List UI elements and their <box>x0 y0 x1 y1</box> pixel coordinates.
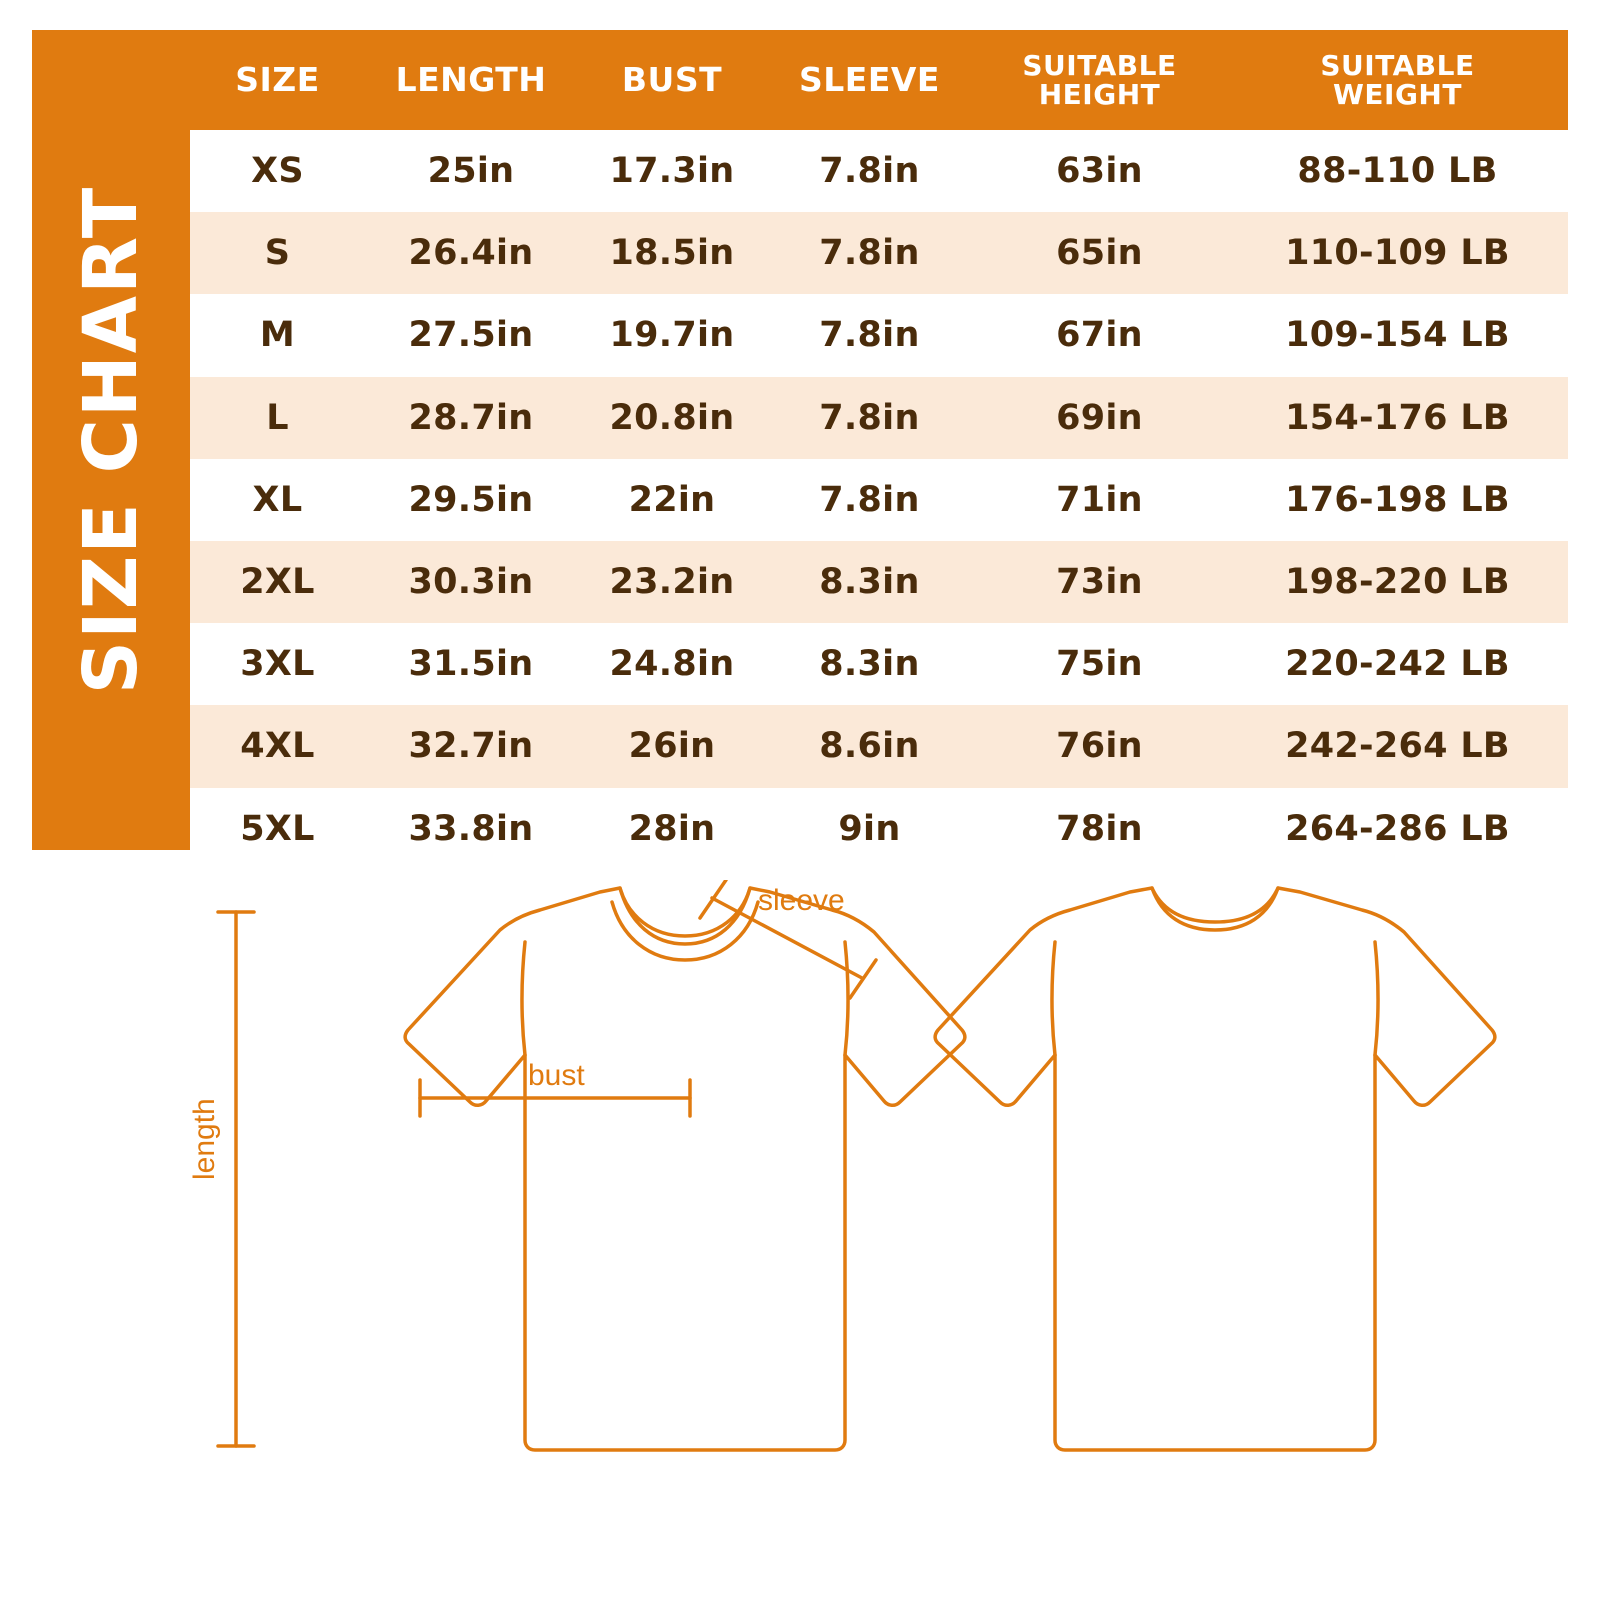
column-header-size: SIZE <box>235 59 320 99</box>
cell-weight: 220-242 LB <box>1227 623 1568 705</box>
cell-size: S <box>190 212 365 294</box>
column-header-sleeve: SLEEVE <box>799 59 940 99</box>
sleeve-label: sleeve <box>758 884 845 917</box>
table-header-row <box>190 30 1568 130</box>
header-line-1: SUITABLE <box>1022 48 1177 82</box>
cell-sleeve: 8.6in <box>767 705 972 787</box>
table-row <box>190 623 1568 705</box>
chart-title-sidebar <box>32 30 190 850</box>
size-chart-panel <box>32 30 1568 850</box>
table-row <box>190 459 1568 541</box>
cell-height: 65in <box>972 212 1227 294</box>
tshirt-back-illustration <box>935 888 1495 1450</box>
cell-sleeve: 7.8in <box>767 130 972 212</box>
cell-bust: 17.3in <box>577 130 767 212</box>
bust-label: bust <box>528 1059 585 1092</box>
header-line-1: SUITABLE <box>1320 48 1475 82</box>
column-header-suitable-height <box>972 30 1227 130</box>
cell-bust: 22in <box>577 459 767 541</box>
page-title: SIZE CHART <box>68 185 154 695</box>
cell-sleeve: 7.8in <box>767 212 972 294</box>
size-table-body <box>190 130 1568 870</box>
cell-weight: 110-109 LB <box>1227 212 1568 294</box>
cell-weight: 242-264 LB <box>1227 705 1568 787</box>
table-row <box>190 377 1568 459</box>
cell-size: L <box>190 377 365 459</box>
tshirt-front-illustration <box>405 888 965 1450</box>
cell-weight: 264-286 LB <box>1227 788 1568 870</box>
column-header-length: LENGTH <box>395 59 547 99</box>
cell-size: 5XL <box>190 788 365 870</box>
cell-height: 75in <box>972 623 1227 705</box>
cell-size: 4XL <box>190 705 365 787</box>
cell-length: 29.5in <box>365 459 577 541</box>
cell-length: 27.5in <box>365 294 577 376</box>
length-dimension-line <box>218 912 254 1446</box>
cell-weight: 109-154 LB <box>1227 294 1568 376</box>
size-table-area <box>190 30 1568 850</box>
cell-weight: 198-220 LB <box>1227 541 1568 623</box>
size-table <box>190 30 1568 870</box>
cell-bust: 19.7in <box>577 294 767 376</box>
cell-bust: 23.2in <box>577 541 767 623</box>
cell-sleeve: 7.8in <box>767 294 972 376</box>
cell-length: 26.4in <box>365 212 577 294</box>
cell-height: 63in <box>972 130 1227 212</box>
table-row <box>190 212 1568 294</box>
header-line-2: WEIGHT <box>1333 78 1462 111</box>
cell-height: 69in <box>972 377 1227 459</box>
cell-size: XS <box>190 130 365 212</box>
cell-length: 31.5in <box>365 623 577 705</box>
table-row <box>190 130 1568 212</box>
cell-height: 67in <box>972 294 1227 376</box>
cell-bust: 24.8in <box>577 623 767 705</box>
cell-height: 78in <box>972 788 1227 870</box>
table-row <box>190 294 1568 376</box>
column-header-bust: BUST <box>621 59 723 99</box>
cell-length: 33.8in <box>365 788 577 870</box>
cell-bust: 26in <box>577 705 767 787</box>
cell-size: 3XL <box>190 623 365 705</box>
cell-weight: 154-176 LB <box>1227 377 1568 459</box>
length-label: length <box>188 1098 221 1180</box>
cell-sleeve: 7.8in <box>767 377 972 459</box>
cell-bust: 20.8in <box>577 377 767 459</box>
cell-size: XL <box>190 459 365 541</box>
cell-sleeve: 8.3in <box>767 623 972 705</box>
garment-measurement-diagram <box>0 880 1600 1600</box>
cell-sleeve: 8.3in <box>767 541 972 623</box>
table-row <box>190 541 1568 623</box>
table-row <box>190 788 1568 870</box>
header-line-2: HEIGHT <box>1038 78 1161 111</box>
cell-size: 2XL <box>190 541 365 623</box>
cell-weight: 88-110 LB <box>1227 130 1568 212</box>
table-row <box>190 705 1568 787</box>
cell-height: 73in <box>972 541 1227 623</box>
column-header-suitable-weight <box>1227 30 1568 130</box>
cell-weight: 176-198 LB <box>1227 459 1568 541</box>
cell-length: 28.7in <box>365 377 577 459</box>
cell-length: 32.7in <box>365 705 577 787</box>
cell-size: M <box>190 294 365 376</box>
cell-bust: 28in <box>577 788 767 870</box>
cell-length: 25in <box>365 130 577 212</box>
cell-bust: 18.5in <box>577 212 767 294</box>
cell-height: 76in <box>972 705 1227 787</box>
cell-height: 71in <box>972 459 1227 541</box>
cell-sleeve: 9in <box>767 788 972 870</box>
cell-sleeve: 7.8in <box>767 459 972 541</box>
cell-length: 30.3in <box>365 541 577 623</box>
